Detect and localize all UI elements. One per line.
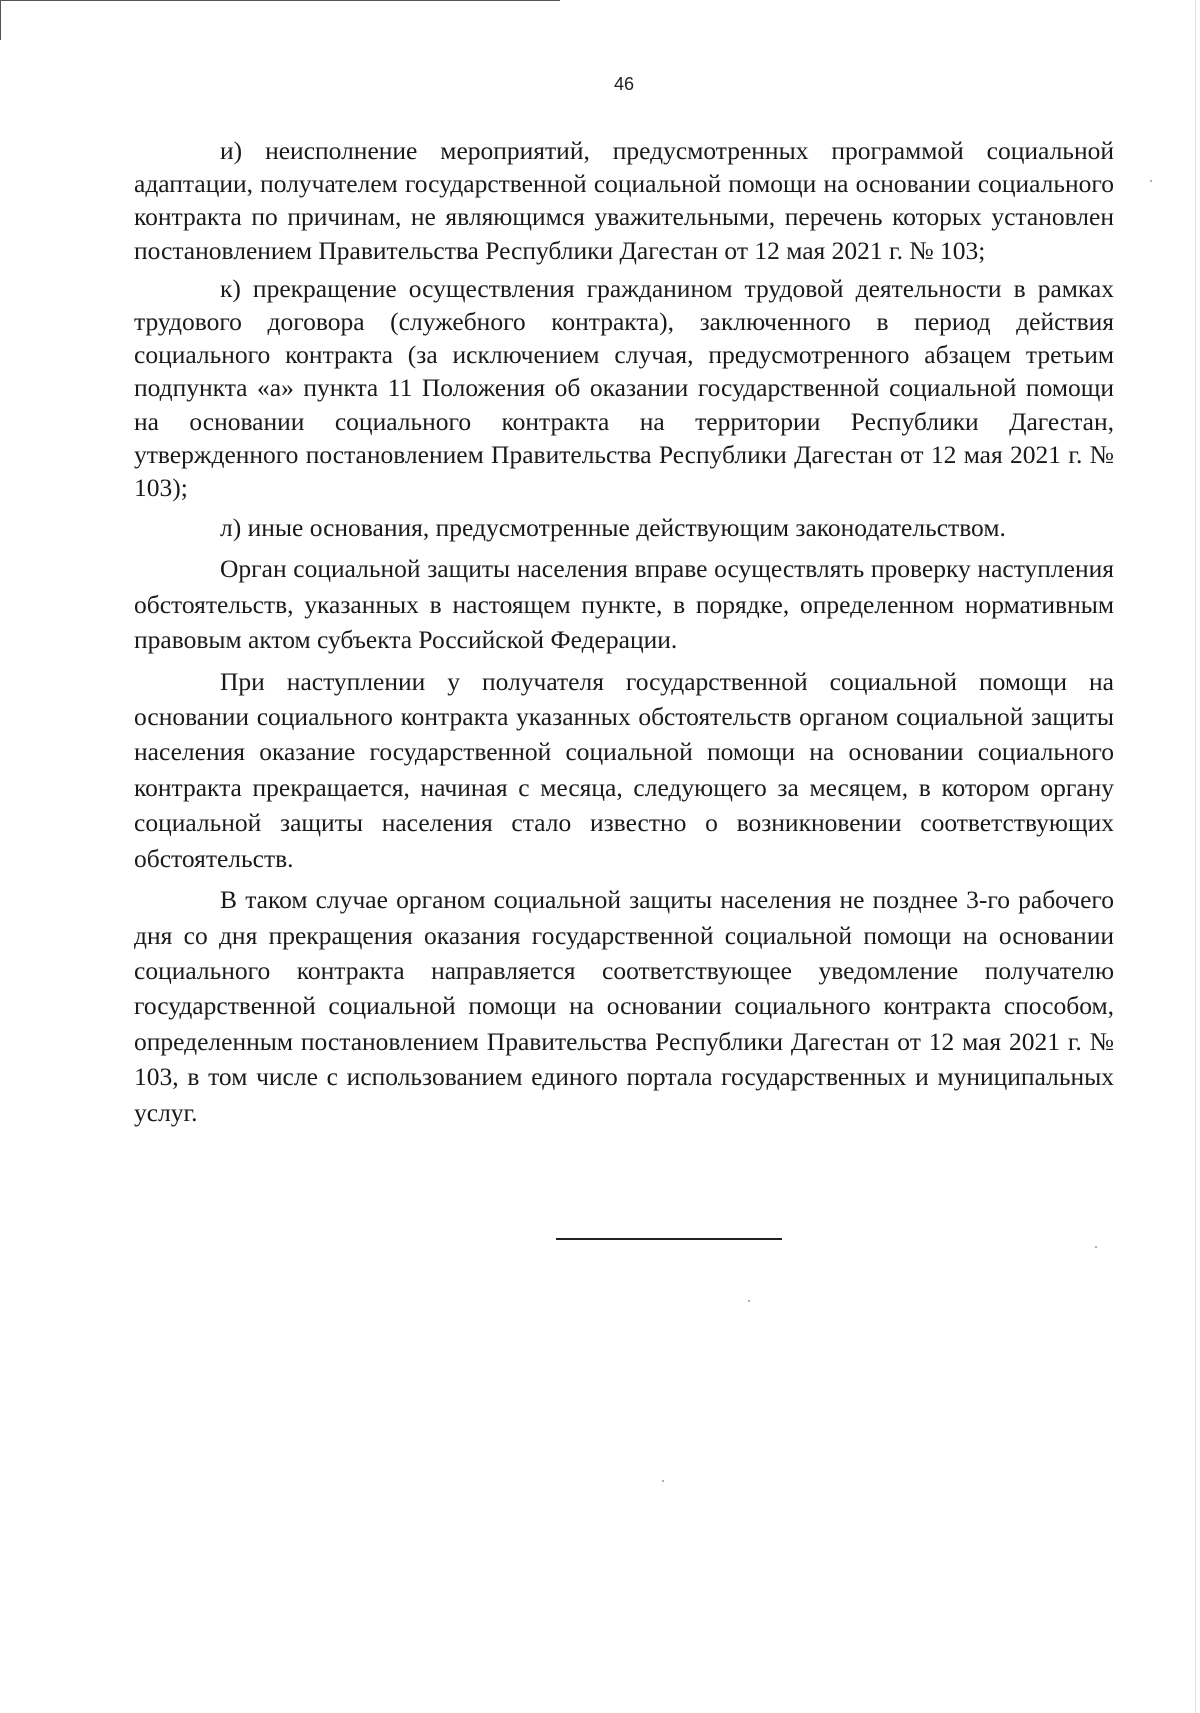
paragraph-notification: В таком случае органом социальной защиты населения не позднее 3-го рабочего дня со дня прекращения оказания государственной социальной помощи на основании социального контракта направляется соответствующее уведомление получателю государственной социальной помощи на основании социального контракта способом, определенным постановлением Правительства Республики Дагестан от 12 мая 2021 г. № 103, в том числе с использованием единого портала государственных и муниципальных услуг. [134, 885, 1114, 1127]
page-number: 46 [613, 74, 635, 94]
scan-speck [1150, 180, 1152, 182]
scan-speck [748, 1300, 750, 1302]
document-body [134, 134, 1114, 1130]
end-of-text-rule [556, 1238, 782, 1240]
scan-edge-line [0, 0, 560, 1]
scan-edge-line [0, 0, 1, 40]
paragraph-item-k: к) прекращение осуществления гражданином трудовой деятельности в рамках трудового договора (служебного контракта), заключенного в период действия социального контракта (за исключением случая, предусмотренного абзацем третьим подпункта «а» пункта 11 Положения об оказании государственной социальной помощи на основании социального контракта на территории Республики Дагестан, утвержденного постановлением Правительства Республики Дагестан от 12 мая 2021 г. № 103); [134, 273, 1114, 503]
scan-speck [662, 1480, 664, 1482]
paragraph-item-l: л) иные основания, предусмотренные действующим законодательством. [220, 513, 1006, 543]
scan-edge-line [1195, 0, 1196, 1713]
paragraph-termination: При наступлении у получателя государственной социальной помощи на основании социального контракта указанных обстоятельств органом социальной защиты населения оказание государственной социальной помощи на основании социального контракта прекращается, начиная с месяца, следующего за месяцем, в котором органу социальной защиты населения стало известно о возникновении соответствующих обстоятельств. [134, 666, 1114, 873]
paragraph-item-i: и) неисполнение мероприятий, предусмотренных программой социальной адаптации, получателем государственной социальной помощи на основании социального контракта по причинам, не являющимся уважительными, перечень которых установлен постановлением Правительства Республики Дагестан от 12 мая 2021 г. № 103; [134, 136, 1114, 265]
paragraph-verification: Орган социальной защиты населения вправе осуществлять проверку наступления обстоятельств, указанных в настоящем пункте, в порядке, определенном нормативным правовым актом субъекта Российской Федерации. [134, 554, 1114, 655]
scan-speck [1095, 1246, 1097, 1248]
